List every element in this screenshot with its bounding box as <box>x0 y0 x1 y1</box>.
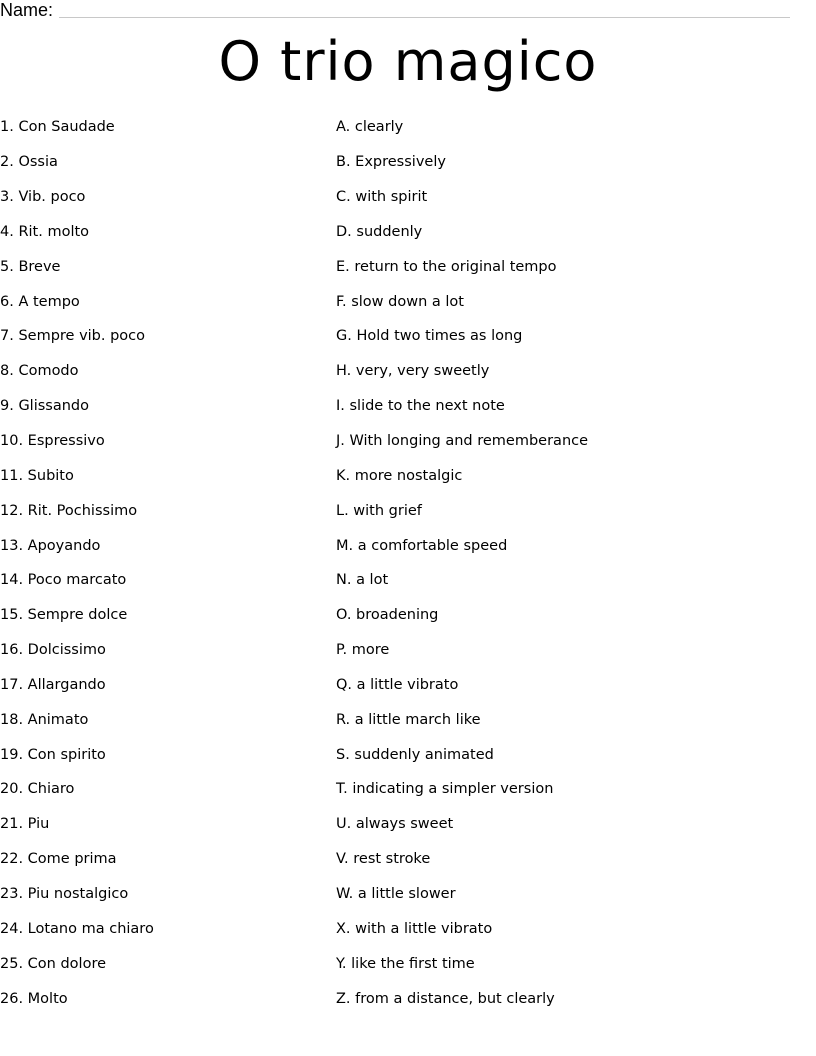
definition-item: V. rest stroke <box>336 851 431 868</box>
term-item: 1. Con Saudade <box>0 119 115 136</box>
term-item: 5. Breve <box>0 258 61 275</box>
term-item: 7. Sempre vib. poco <box>0 328 146 345</box>
definition-item: A. clearly <box>336 119 404 136</box>
terms-column <box>0 110 320 1016</box>
definition-item: X. with a little vibrato <box>336 920 493 937</box>
definition-item: J. With longing and rememberance <box>336 433 589 450</box>
definition-item: H. very, very sweetly <box>336 363 490 380</box>
term-item: 21. Piu <box>0 816 50 833</box>
definition-item: G. Hold two times as long <box>336 328 523 345</box>
definition-item: E. return to the original tempo <box>336 258 557 275</box>
definition-item: I. slide to the next note <box>336 398 505 415</box>
term-item: 23. Piu nostalgico <box>0 885 129 902</box>
term-item: 15. Sempre dolce <box>0 607 128 624</box>
term-item: 4. Rit. molto <box>0 223 90 240</box>
worksheet-title: O trio magico <box>218 30 598 93</box>
definition-item: U. always sweet <box>336 816 454 833</box>
term-item: 2. Ossia <box>0 154 58 171</box>
definition-item: M. a comfortable speed <box>336 537 508 554</box>
term-item: 8. Comodo <box>0 363 79 380</box>
definition-item: N. a lot <box>336 572 389 589</box>
definition-item: S. suddenly animated <box>336 746 494 763</box>
term-item: 12. Rit. Pochissimo <box>0 502 138 519</box>
definition-item: F. slow down a lot <box>336 293 464 310</box>
term-item: 18. Animato <box>0 711 89 728</box>
definitions-column <box>336 110 806 1016</box>
term-item: 22. Come prima <box>0 851 117 868</box>
name-label: Name: <box>0 0 54 20</box>
definition-item: D. suddenly <box>336 223 423 240</box>
definition-item: T. indicating a simpler version <box>336 781 554 798</box>
definition-item: Y. like the first time <box>336 955 475 972</box>
definition-item: B. Expressively <box>336 154 446 171</box>
definition-item: Q. a little vibrato <box>336 676 459 693</box>
term-item: 20. Chiaro <box>0 781 75 798</box>
term-item: 26. Molto <box>0 990 68 1007</box>
term-item: 13. Apoyando <box>0 537 101 554</box>
term-item: 17. Allargando <box>0 676 106 693</box>
term-item: 9. Glissando <box>0 398 89 415</box>
definition-item: P. more <box>336 642 390 659</box>
term-item: 11. Subito <box>0 467 74 484</box>
definition-item: O. broadening <box>336 607 439 624</box>
term-item: 16. Dolcissimo <box>0 642 106 659</box>
term-item: 10. Espressivo <box>0 433 105 450</box>
definition-item: K. more nostalgic <box>336 467 463 484</box>
definition-item: W. a little slower <box>336 885 456 902</box>
term-item: 19. Con spirito <box>0 746 106 763</box>
name-field-line <box>59 17 790 18</box>
name-row <box>0 0 790 22</box>
term-item: 25. Con dolore <box>0 955 107 972</box>
term-item: 6. A tempo <box>0 293 80 310</box>
definition-item: Z. from a distance, but clearly <box>336 990 555 1007</box>
definition-item: R. a little march like <box>336 711 481 728</box>
definition-item: L. with grief <box>336 502 422 519</box>
term-item: 14. Poco marcato <box>0 572 127 589</box>
definition-item: C. with spirit <box>336 189 428 206</box>
term-item: 24. Lotano ma chiaro <box>0 920 154 937</box>
term-item: 3. Vib. poco <box>0 189 86 206</box>
